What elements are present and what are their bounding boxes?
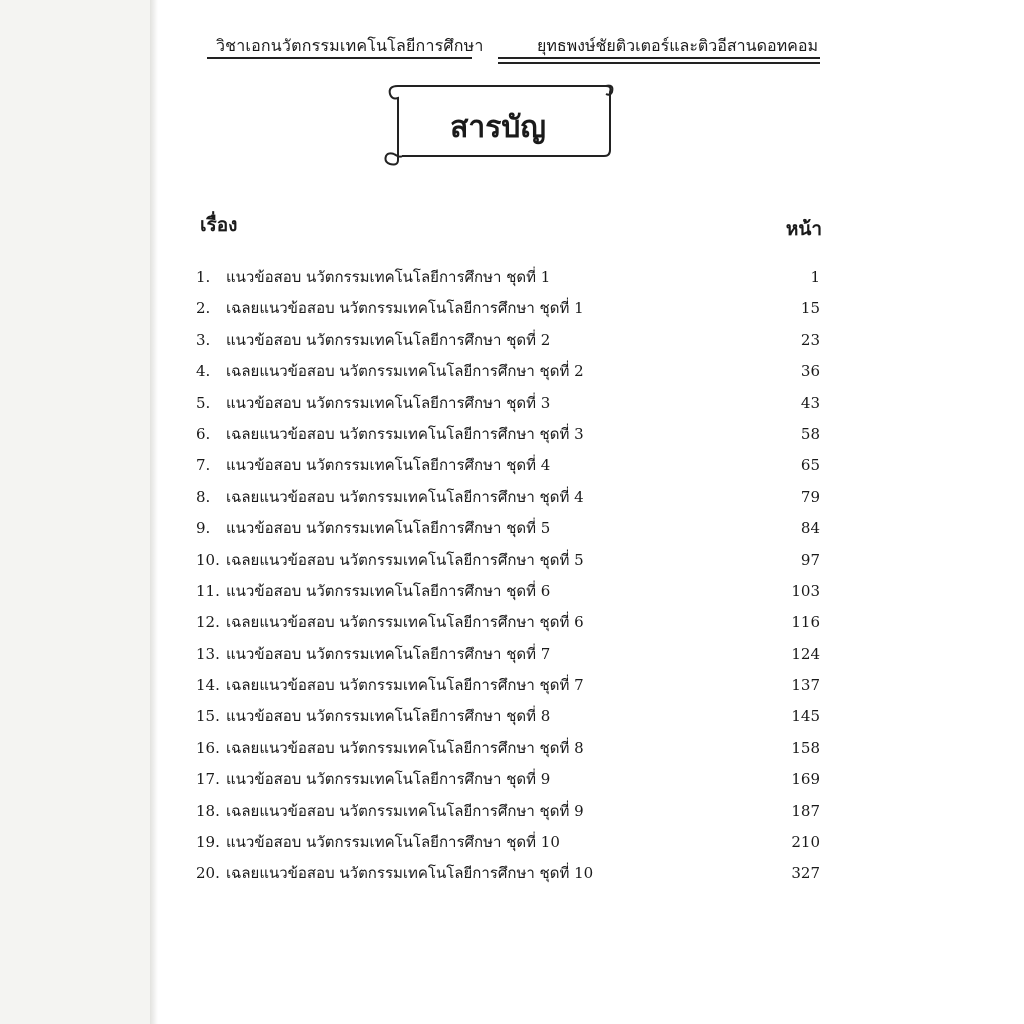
toc-entry-title: เฉลยแนวข้อสอบ นวัตกรรมเทคโนโลยีการศึกษา ชุดที่ 5 [226, 550, 584, 569]
toc-entry-page: 58 [800, 424, 820, 443]
toc-entry-number: 10. [196, 550, 220, 569]
toc-entry [196, 576, 820, 607]
toc-entry-number: 6. [196, 424, 211, 443]
toc-entry-title: เฉลยแนวข้อสอบ นวัตกรรมเทคโนโลยีการศึกษา ชุดที่ 6 [226, 613, 584, 632]
running-header-right: ยุทธพงษ์ชัยติวเตอร์และติวอีสานดอทคอม [536, 36, 818, 55]
toc-entry-page: 43 [800, 393, 820, 412]
column-header-page: หน้า [785, 218, 822, 240]
toc-entry-number: 11. [196, 581, 220, 600]
toc-entry-number: 19. [196, 833, 220, 852]
toc-entry-number: 14. [196, 676, 220, 695]
toc-entry-number: 20. [196, 864, 220, 883]
toc-entry [196, 796, 820, 827]
toc-entry-page: 65 [800, 456, 820, 475]
toc-entry-page: 124 [791, 644, 820, 663]
toc-entry [196, 858, 820, 889]
toc-entry-number: 1. [196, 268, 211, 286]
toc-entry-title: แนวข้อสอบ นวัตกรรมเทคโนโลยีการศึกษา ชุดที่ 5 [226, 519, 551, 538]
toc-entry-title: แนวข้อสอบ นวัตกรรมเทคโนโลยีการศึกษา ชุดที่ 2 [226, 330, 551, 349]
page-edge-shadow [150, 0, 158, 1024]
toc-entry [196, 701, 820, 732]
toc-entry-page: 84 [800, 519, 820, 538]
toc-entry [196, 607, 820, 638]
toc-entry-number: 12. [196, 613, 220, 632]
toc-entry-number: 3. [196, 330, 211, 349]
toc-entry-page: 97 [800, 550, 820, 569]
toc-entry-number: 16. [196, 738, 220, 757]
running-header-left: วิชาเอกนวัตกรรมเทคโนโลยีการศึกษา [216, 36, 484, 55]
column-header-topic: เรื่อง [200, 214, 238, 236]
toc-entry [196, 356, 820, 387]
toc-entry-page: 169 [791, 770, 820, 789]
toc-entry [196, 764, 820, 795]
toc-entry [196, 639, 820, 670]
toc-entry-page: 327 [791, 864, 820, 883]
toc-entry-title: แนวข้อสอบ นวัตกรรมเทคโนโลยีการศึกษา ชุดที่ 10 [226, 833, 560, 852]
toc-entry-title: เฉลยแนวข้อสอบ นวัตกรรมเทคโนโลยีการศึกษา ชุดที่ 2 [226, 362, 584, 381]
toc-entry-number: 2. [196, 299, 211, 318]
toc-entry-title: แนวข้อสอบ นวัตกรรมเทคโนโลยีการศึกษา ชุดที่ 1 [226, 268, 551, 286]
toc-entry [196, 293, 820, 324]
toc-entry [196, 827, 820, 858]
toc-entry [196, 545, 820, 576]
toc-entry-title: เฉลยแนวข้อสอบ นวัตกรรมเทคโนโลยีการศึกษา ชุดที่ 10 [226, 864, 594, 883]
header-rule-left [207, 57, 472, 59]
toc-entry [196, 513, 820, 544]
toc-entry-page: 103 [791, 581, 820, 600]
table-of-contents [196, 262, 820, 890]
toc-entry-page: 158 [791, 738, 820, 757]
toc-entry-number: 13. [196, 644, 220, 663]
toc-entry [196, 733, 820, 764]
toc-entry [196, 325, 820, 356]
toc-entry-title: แนวข้อสอบ นวัตกรรมเทคโนโลยีการศึกษา ชุดที่ 6 [226, 581, 551, 600]
toc-entry [196, 670, 820, 701]
toc-entry [196, 388, 820, 419]
toc-entry-page: 23 [800, 330, 820, 349]
toc-entry-title: เฉลยแนวข้อสอบ นวัตกรรมเทคโนโลยีการศึกษา ชุดที่ 8 [226, 738, 584, 757]
toc-entry-title: เฉลยแนวข้อสอบ นวัตกรรมเทคโนโลยีการศึกษา ชุดที่ 9 [226, 801, 584, 820]
toc-entry-number: 8. [196, 487, 211, 506]
toc-entry [196, 450, 820, 481]
toc-entry-number: 18. [196, 801, 220, 820]
header-rule-right-top [498, 57, 820, 59]
toc-entry-number: 5. [196, 393, 211, 412]
toc-entry-number: 17. [196, 770, 220, 789]
toc-entry-number: 7. [196, 456, 211, 475]
toc-entry-title: แนวข้อสอบ นวัตกรรมเทคโนโลยีการศึกษา ชุดที่ 3 [226, 393, 551, 412]
toc-entry-page: 137 [791, 676, 820, 695]
toc-entry-title: เฉลยแนวข้อสอบ นวัตกรรมเทคโนโลยีการศึกษา ชุดที่ 4 [226, 487, 584, 506]
toc-entry-number: 15. [196, 707, 220, 726]
toc-entry [196, 262, 820, 293]
toc-entry-title: เฉลยแนวข้อสอบ นวัตกรรมเทคโนโลยีการศึกษา ชุดที่ 1 [226, 299, 584, 318]
toc-entry-number: 9. [196, 519, 211, 538]
page-title: สารบัญ [450, 110, 546, 145]
toc-entry-title: แนวข้อสอบ นวัตกรรมเทคโนโลยีการศึกษา ชุดที่ 7 [226, 644, 551, 663]
toc-entry-page: 145 [791, 707, 820, 726]
toc-entry-title: แนวข้อสอบ นวัตกรรมเทคโนโลยีการศึกษา ชุดที่ 9 [226, 770, 551, 789]
toc-entry-title: เฉลยแนวข้อสอบ นวัตกรรมเทคโนโลยีการศึกษา ชุดที่ 3 [226, 424, 584, 443]
toc-entry-title: แนวข้อสอบ นวัตกรรมเทคโนโลยีการศึกษา ชุดที่ 4 [226, 456, 551, 475]
toc-entry-title: แนวข้อสอบ นวัตกรรมเทคโนโลยีการศึกษา ชุดที่ 8 [226, 707, 551, 726]
toc-entry-page: 1 [810, 268, 820, 286]
toc-entry-page: 79 [800, 487, 820, 506]
toc-entry-page: 116 [791, 613, 820, 632]
header-rule-right-bottom [498, 62, 820, 64]
toc-entry [196, 419, 820, 450]
toc-entry-page: 36 [800, 362, 820, 381]
toc-entry-page: 187 [791, 801, 820, 820]
toc-entry-page: 15 [800, 299, 820, 318]
toc-entry [196, 482, 820, 513]
toc-entry-page: 210 [791, 833, 820, 852]
toc-entry-number: 4. [196, 362, 211, 381]
toc-entry-title: เฉลยแนวข้อสอบ นวัตกรรมเทคโนโลยีการศึกษา ชุดที่ 7 [226, 676, 584, 695]
